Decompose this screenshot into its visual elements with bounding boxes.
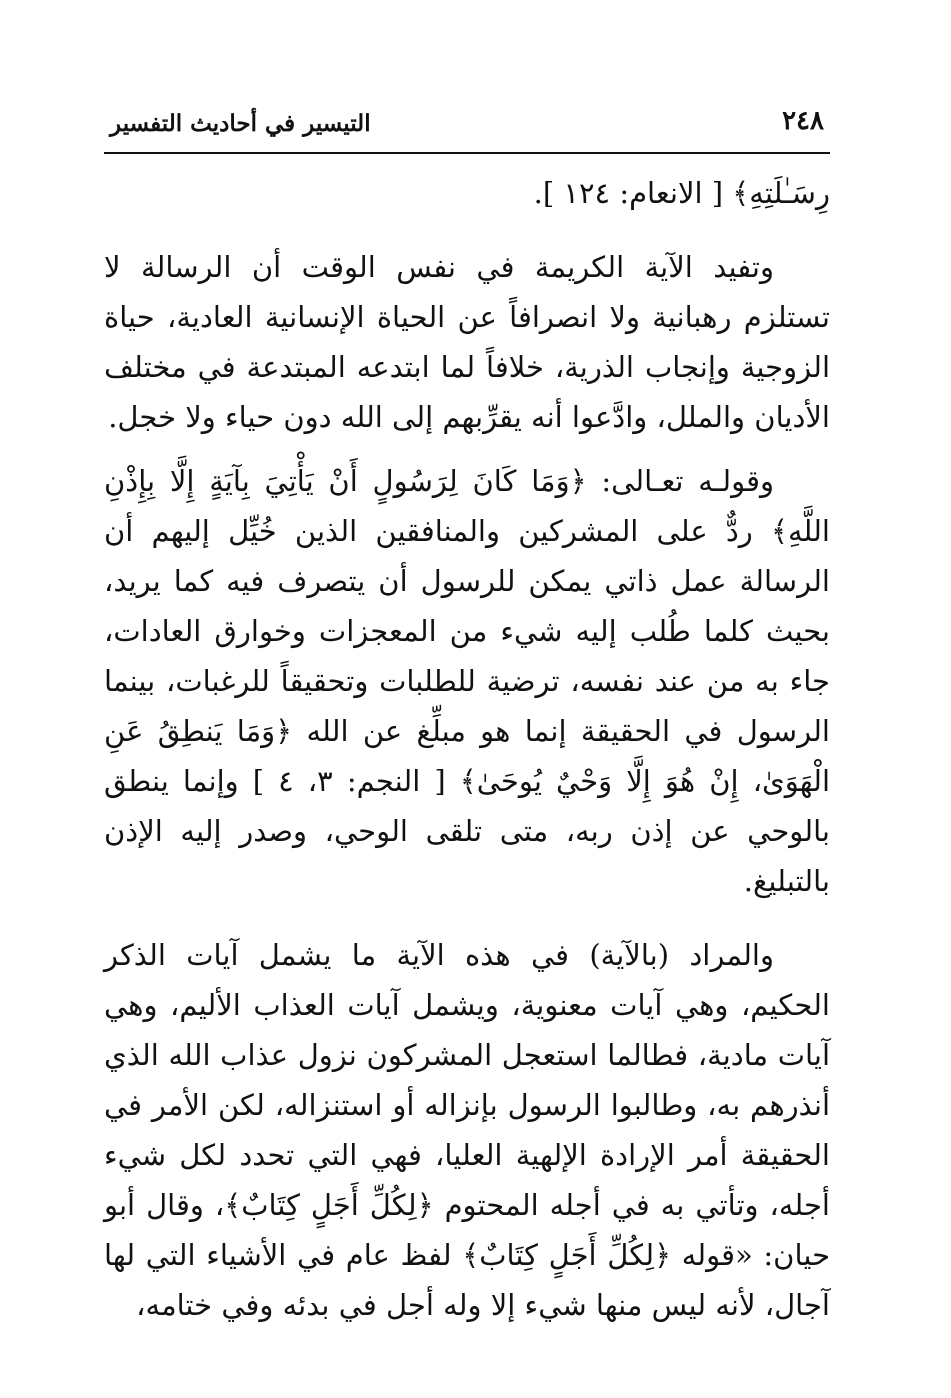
paragraph-verse-ending: رِسَـٰلَتِهِ﴾ [ الانعام: ١٢٤ ]. (533, 176, 830, 210)
paragraph-monasticism: وتفيد الآية الكريمة في نفس الوقت أن الرسالة لا تستلزم رهبانية ولا انصرافاً عن الحياة الإنسانية العادية، حياة الزوجية وإنجاب الذرية، خلافاً لما ابتدعه المبتدعة في مختلف الأديان والملل، وادَّعوا أنه يقرِّبهم إلى الله دون حياء ولا خجل. (104, 250, 830, 434)
paragraph-messenger-sign: وقولـه تعـالى: ﴿وَمَا كَانَ لِرَسُولٍ أَنْ يَأْتِيَ بِآيَةٍ إِلَّا بِإِذْنِ اللَّهِ﴾ ردٌّ على المشركين والمنافقين الذين خُيِّل إليهم أن الرسالة عمل ذاتي يمكن للرسول أن يتصرف فيه كما يريد، بحيث كلما طُلب إليه شيء من المعجزات وخوارق العادات، جاء به من عند نفسه، ترضية للطلبات وتحقيقاً للرغبات، بينما الرسول في الحقيقة إنما هو مبلِّغ عن الله ﴿وَمَا يَنطِقُ عَنِ الْهَوَىٰ، إِنْ هُوَ إِلَّا وَحْيٌ يُوحَىٰ﴾ [ النجم: ٣، ٤ ] وإنما ينطق بالوحي عن إذن ربه، متى تلقى الوحي، وصدر إليه الإذن بالتبليغ. (104, 464, 830, 898)
page-number: ٢٤٨ (782, 106, 824, 136)
paragraph-meaning-of-sign: والمراد (بالآية) في هذه الآية ما يشمل آيات الذكر الحكيم، وهي آيات معنوية، ويشمل آيات العذاب الأليم، وهي آيات مادية، فطالما استعجل المشركون نزول عذاب الله الذي أنذرهم به، وطالبوا الرسول بإنزاله أو استنزاله، لكن الأمر في الحقيقة أمر الإرادة الإلهية العليا، فهي التي تحدد لكل شيء أجله، وتأتي به في أجله المحتوم ﴿لِكُلِّ أَجَلٍ كِتَابٌ﴾، وقال أبو حيان: «قوله ﴿لِكُلِّ أَجَلٍ كِتَابٌ﴾ لفظ عام في الأشياء التي لها آجال، لأنه ليس منها شيء إلا وله أجل في بدئه وفي ختامه، (104, 938, 830, 1322)
page-header (104, 100, 830, 150)
page-body (104, 168, 830, 1330)
running-title: التيسير في أحاديث التفسير (110, 110, 371, 137)
header-divider (104, 152, 830, 154)
